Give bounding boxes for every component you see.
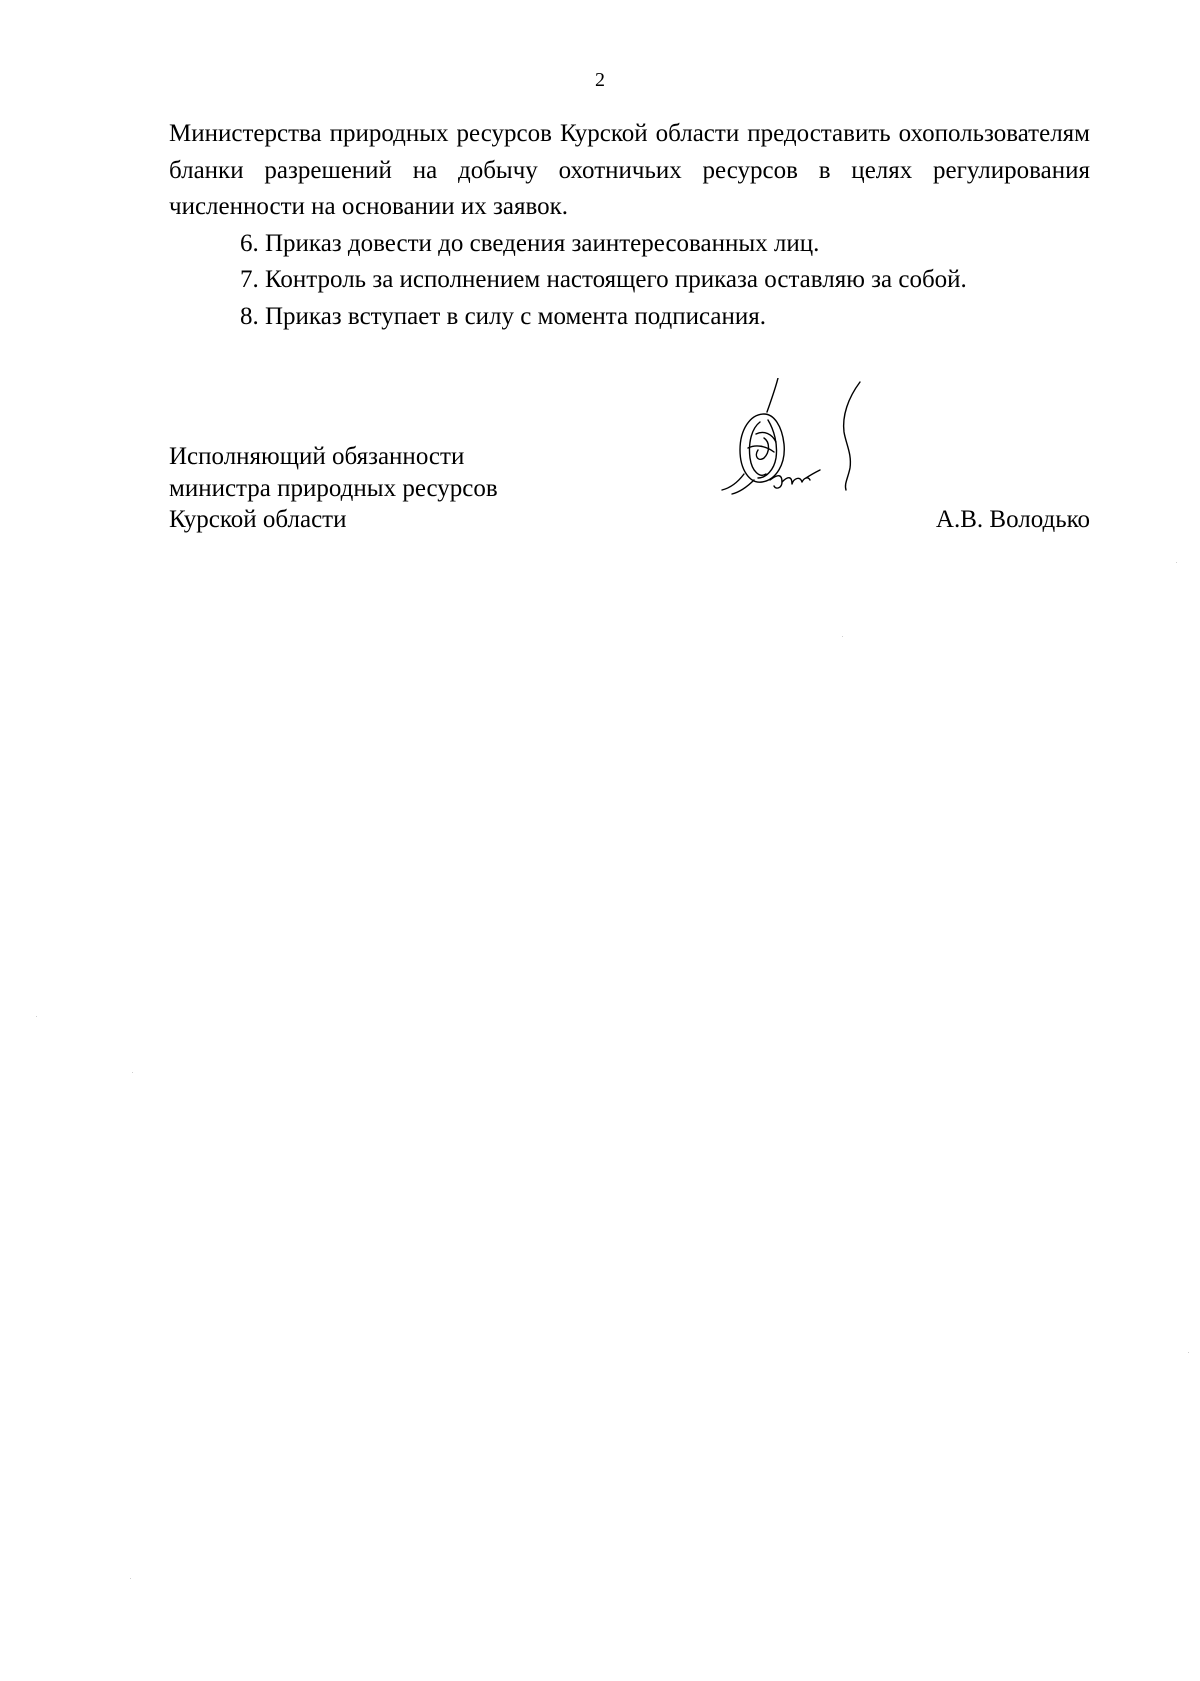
scan-speck [132,1072,133,1073]
paragraph-continuation: Министерства природных ресурсов Курской области предоставить охопользователям бланки разрешений на добычу охотничьих ресурсов в целях регулирования численности на основании их заявок. [169,120,1090,220]
scan-speck [130,1578,131,1579]
list-item: 7. Контроль за исполнением настоящего приказа оставляю за собой. [240,266,967,293]
signer-title-line: Курской области [169,506,347,533]
list-item: 8. Приказ вступает в силу с момента подписания. [240,302,766,330]
signer-name: А.В. Володько [935,506,1090,533]
scan-speck [842,636,843,637]
list-item: 6. Приказ довести до сведения заинтересованных лиц. [240,229,820,257]
signer-title [169,441,589,536]
signer-title-line: министра природных ресурсов [169,474,498,502]
signer-title-line: Исполняющий обязанности [169,443,465,470]
scan-speck [1176,562,1177,563]
scan-speck [36,1016,37,1017]
handwritten-signature-icon [720,378,880,518]
signature-block [169,441,1090,551]
page-number: 2 [595,69,605,91]
document-body [169,116,1090,335]
scan-speck [1188,1352,1189,1353]
